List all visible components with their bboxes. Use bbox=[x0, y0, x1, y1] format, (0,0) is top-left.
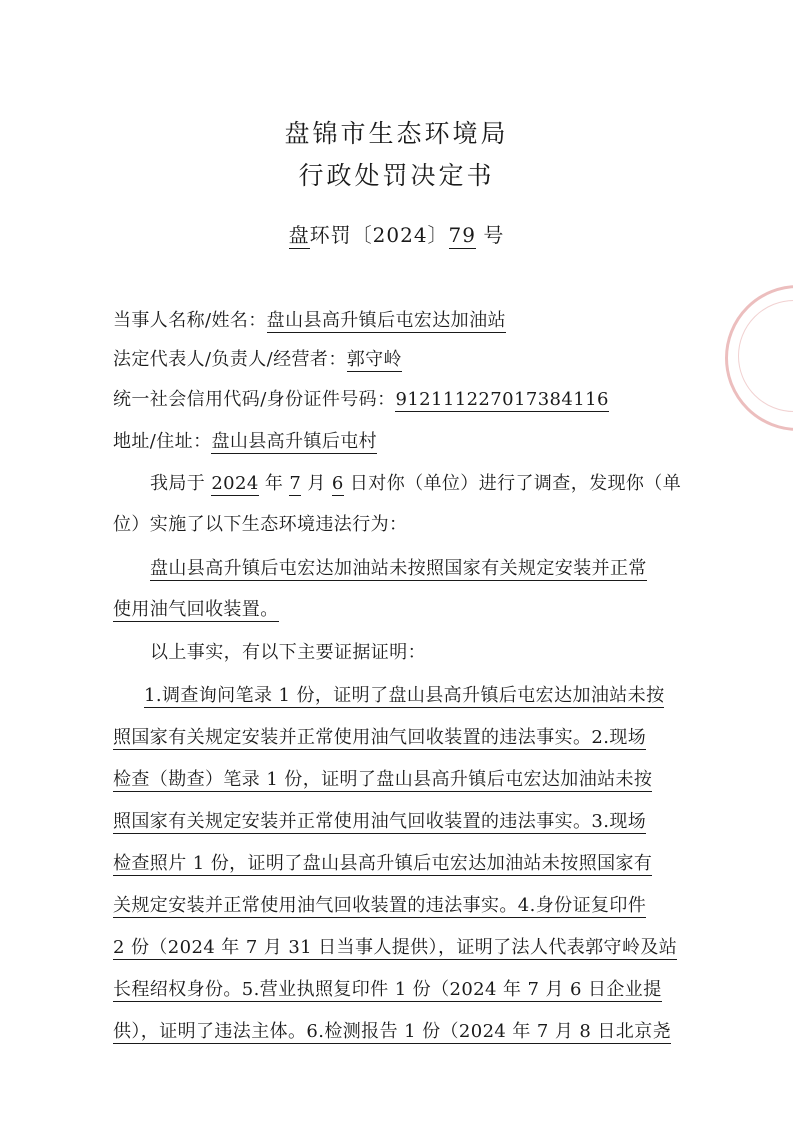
evidence-line bbox=[113, 810, 646, 834]
investigation-line-1 bbox=[150, 472, 681, 496]
document-type-title: 行政处罚决定书 bbox=[298, 161, 495, 190]
party-name-value: 盘山县高升镇后屯宏达加油站 bbox=[266, 310, 506, 331]
inv-day: 6 bbox=[331, 473, 344, 494]
evidence-line bbox=[113, 978, 662, 1002]
doc-number-suffix: 号 bbox=[476, 223, 505, 247]
doc-number-prefix: 盘 bbox=[288, 223, 310, 247]
inv-text-c: 月 bbox=[301, 473, 332, 494]
inv-text-b: 年 bbox=[258, 473, 290, 494]
credit-code-row bbox=[113, 388, 609, 412]
inv-year: 2024 bbox=[211, 473, 259, 494]
evidence-line bbox=[113, 894, 646, 918]
evidence-line bbox=[144, 684, 664, 708]
address-value: 盘山县高升镇后屯村 bbox=[211, 431, 378, 452]
violation-text-1: 盘山县高升镇后屯宏达加油站未按照国家有关规定安装并正常 bbox=[150, 558, 647, 579]
party-name-row bbox=[113, 309, 506, 333]
evidence-line bbox=[113, 768, 652, 792]
representative-value: 郭守岭 bbox=[346, 349, 402, 370]
evidence-text: 供），证明了违法主体。6.检测报告 1 份（2024 年 7 月 8 日北京尧 bbox=[113, 1021, 671, 1042]
evidence-text: 检查（勘查）笔录 1 份，证明了盘山县高升镇后屯宏达加油站未按 bbox=[113, 769, 653, 790]
evidence-line bbox=[113, 852, 652, 876]
credit-code-label: 统一社会信用代码/身份证件号码： bbox=[113, 389, 396, 410]
evidence-text: 长程绍权身份。5.营业执照复印件 1 份（2024 年 7 月 6 日企业提 bbox=[113, 979, 662, 1000]
evidence-line bbox=[113, 936, 677, 960]
representative-row bbox=[113, 348, 402, 372]
evidence-intro: 以上事实，有以下主要证据证明： bbox=[150, 642, 426, 663]
inv-text-a: 我局于 bbox=[150, 473, 212, 494]
address-label: 地址/住址： bbox=[113, 431, 212, 452]
evidence-text: 关规定安装并正常使用油气回收装置的违法事实。4.身份证复印件 bbox=[113, 895, 647, 916]
violation-line-2 bbox=[113, 598, 279, 622]
inv-month: 7 bbox=[289, 473, 302, 494]
evidence-text: 1.调查询问笔录 1 份，证明了盘山县高升镇后屯宏达加油站未按 bbox=[144, 685, 665, 706]
evidence-text: 照国家有关规定安装并正常使用油气回收装置的违法事实。2.现场 bbox=[113, 727, 647, 748]
doc-number-middle: 环罚〔2024〕 bbox=[309, 223, 449, 247]
violation-line-1 bbox=[150, 557, 647, 581]
evidence-line bbox=[113, 1020, 671, 1044]
violation-text-2: 使用油气回收装置。 bbox=[113, 599, 279, 620]
document-number bbox=[0, 222, 793, 248]
party-name-label: 当事人名称/姓名： bbox=[113, 310, 267, 331]
evidence-text: 2 份（2024 年 7 月 31 日当事人提供），证明了法人代表郭守岭及站 bbox=[113, 937, 678, 958]
evidence-text: 检查照片 1 份，证明了盘山县高升镇后屯宏达加油站未按照国家有 bbox=[113, 853, 653, 874]
representative-label: 法定代表人/负责人/经营者： bbox=[113, 349, 347, 370]
doc-number-num: 79 bbox=[448, 223, 476, 247]
address-row bbox=[113, 430, 377, 454]
inv-text-d: 日对你（单位）进行了调查，发现你（单 bbox=[343, 473, 682, 494]
evidence-text: 照国家有关规定安装并正常使用油气回收装置的违法事实。3.现场 bbox=[113, 811, 647, 832]
investigation-line-2: 位）实施了以下生态环境违法行为： bbox=[113, 514, 408, 535]
credit-code-value: 912111227017384116 bbox=[395, 389, 609, 410]
agency-title: 盘锦市生态环境局 bbox=[284, 119, 509, 148]
evidence-line bbox=[113, 726, 646, 750]
